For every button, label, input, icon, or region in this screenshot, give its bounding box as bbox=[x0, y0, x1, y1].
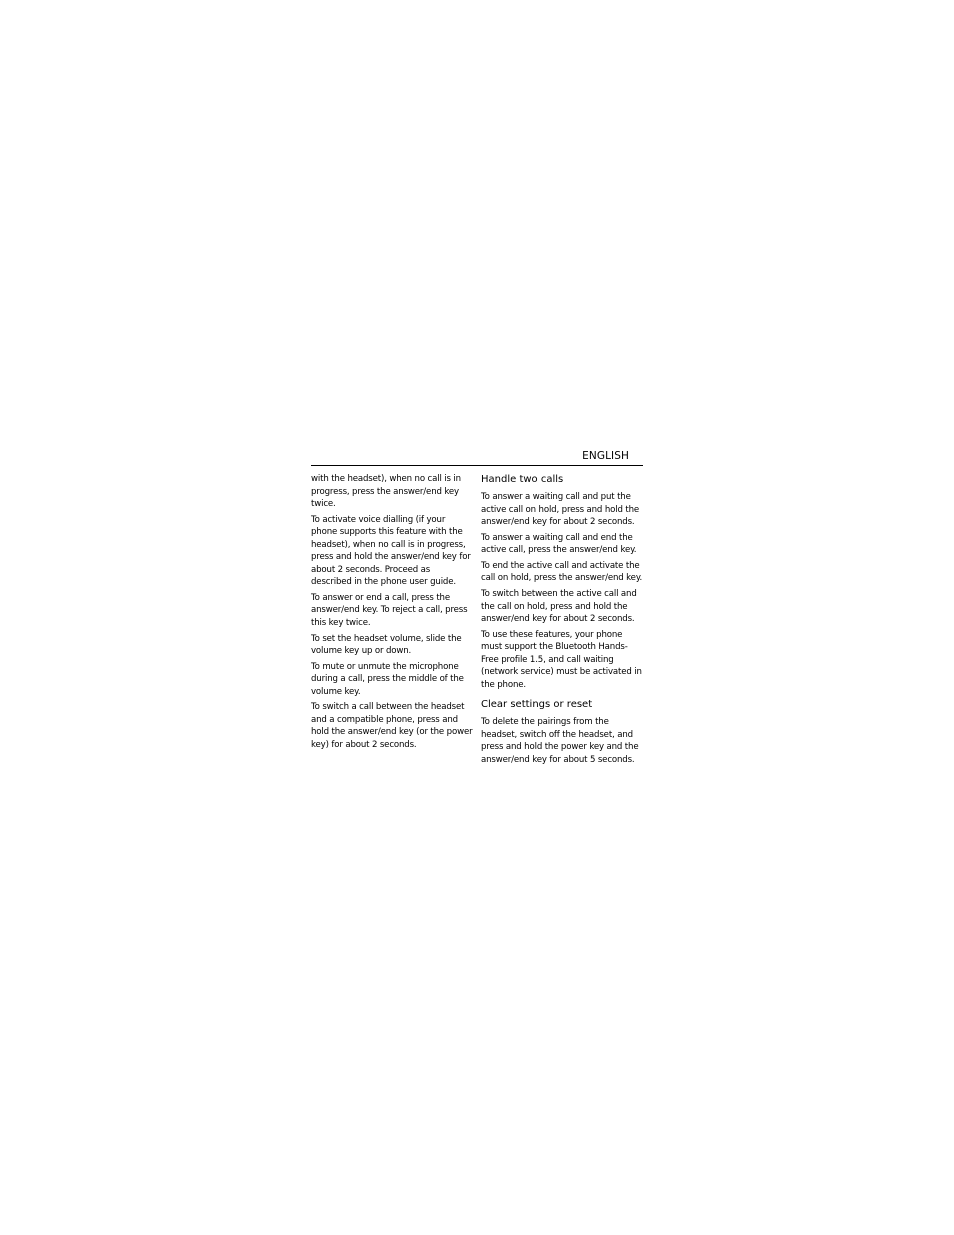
paragraph-requirements: To use these features, your phone must support the Bluetooth Hands-Free profile 1.5, and call waiting (network service) must be activated in the phone. bbox=[481, 629, 642, 690]
paragraph-voice-dialling: To activate voice dialling (if your phone supports this feature with the headset), when no call is in progress, press and hold the answer/end key for about 2 seconds. Proceed as described in the phone user guide. bbox=[311, 514, 471, 588]
heading-handle-two-calls: Handle two calls bbox=[481, 474, 564, 485]
paragraph-answer-end-call: To answer or end a call, press the answer/end key. To reject a call, press this key twice. bbox=[311, 592, 468, 628]
paragraph-switch-calls: To switch between the active call and the call on hold, press and hold the answer/end key for about 2 seconds. bbox=[481, 589, 637, 625]
paragraph-mute: To mute or unmute the microphone during a call, press the middle of the volume key. bbox=[311, 661, 464, 697]
paragraph-switch-device: To switch a call between the headset and a compatible phone, press and hold the answer/end key (or the power key) for about 2 seconds. bbox=[311, 702, 473, 750]
manual-page bbox=[311, 449, 643, 765]
paragraph-answer-waiting-end: To answer a waiting call and end the active call, press the answer/end key. bbox=[481, 532, 637, 556]
page-header bbox=[311, 449, 643, 466]
paragraph-delete-pairings: To delete the pairings from the headset, switch off the headset, and press and hold the power key and the answer/end key for about 5 seconds. bbox=[481, 717, 639, 765]
left-column bbox=[311, 473, 473, 755]
heading-clear-settings: Clear settings or reset bbox=[481, 699, 593, 711]
language-label: ENGLISH bbox=[582, 450, 629, 462]
paragraph-answer-waiting-hold: To answer a waiting call and put the active call on hold, press and hold the answer/end key for about 2 seconds. bbox=[481, 492, 640, 527]
right-column bbox=[481, 473, 645, 769]
paragraph-continued: with the headset), when no call is in progress, press the answer/end key twice. bbox=[311, 474, 461, 509]
paragraph-volume: To set the headset volume, slide the volume key up or down. bbox=[311, 633, 462, 657]
paragraph-end-active: To end the active call and activate the call on hold, press the answer/end key. bbox=[481, 560, 643, 584]
